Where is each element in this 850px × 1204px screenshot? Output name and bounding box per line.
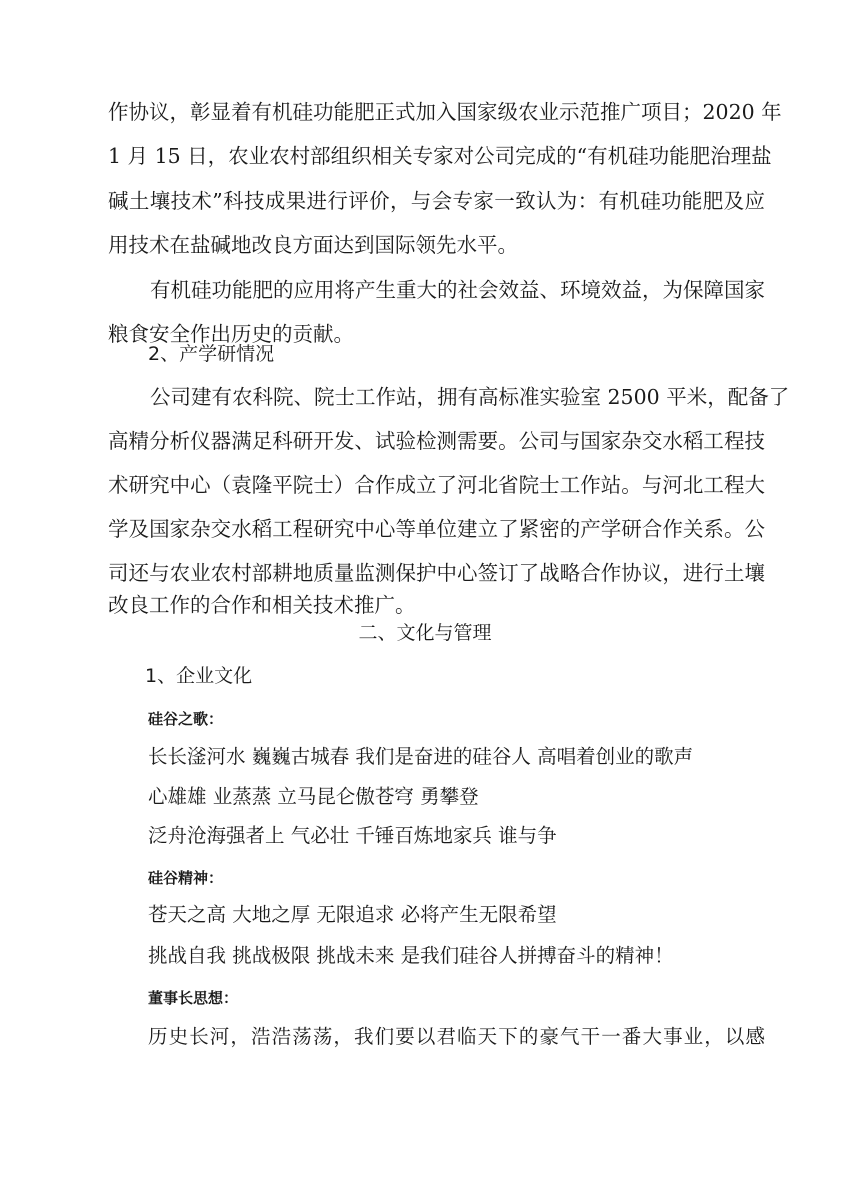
song-line: 长长滏河水 巍巍古城春 我们是奋进的硅谷人 高唱着创业的歌声	[148, 745, 694, 768]
body-text-line: 粮食安全作出历史的贡献。	[108, 322, 354, 346]
body-text-line: 公司建有农科院、院士工作站，拥有高标准实验室 2500 平米，配备了	[150, 385, 790, 409]
body-text-line: 碱土壤技术”科技成果进行评价，与会专家一致认为：有机硅功能肥及应	[108, 189, 765, 213]
body-text-line: 高精分析仪器满足科研开发、试验检测需要。公司与国家杂交水稻工程技	[108, 429, 765, 453]
body-text-line: 改良工作的合作和相关技术推广。	[108, 593, 416, 617]
section-title: 二、文化与管理	[358, 622, 492, 644]
body-text-line: 用技术在盐碱地改良方面达到国际领先水平。	[108, 233, 518, 257]
body-text-line: 作协议，彰显着有机硅功能肥正式加入国家级农业示范推广项目；2020 年	[108, 100, 782, 124]
subheading-culture: 1、企业文化	[145, 665, 253, 687]
body-text-line: 司还与农业农村部耕地质量监测保护中心签订了战略合作协议，进行土壤	[108, 561, 765, 585]
body-text-line: 有机硅功能肥的应用将产生重大的社会效益、环境效益，为保障国家	[150, 278, 765, 302]
body-text-line: 1 月 15 日，农业农村部组织相关专家对公司完成的“有机硅功能肥治理盐	[108, 144, 772, 168]
body-text-line: 学及国家杂交水稻工程研究中心等单位建立了紧密的产学研合作关系。公	[108, 517, 765, 541]
chairman-line: 历史长河，浩浩荡荡，我们要以君临天下的豪气干一番大事业，以感	[148, 1025, 765, 1048]
chairman-label: 董事长思想：	[148, 989, 239, 1007]
spirit-line: 挑战自我 挑战极限 挑战未来 是我们硅谷人拼搏奋斗的精神！	[148, 944, 674, 967]
spirit-line: 苍天之高 大地之厚 无限追求 必将产生无限希望	[148, 903, 557, 926]
song-line: 心雄雄 业蒸蒸 立马昆仑傲苍穹 勇攀登	[148, 785, 479, 808]
subheading-research: 2、产学研情况	[148, 343, 275, 365]
body-text-line: 术研究中心（袁隆平院士）合作成立了河北省院士工作站。与河北工程大	[108, 473, 765, 497]
song-label: 硅谷之歌：	[148, 710, 224, 728]
spirit-label: 硅谷精神：	[148, 869, 224, 887]
song-line: 泛舟沧海强者上 气必壮 千锤百炼地家兵 谁与争	[148, 824, 557, 847]
